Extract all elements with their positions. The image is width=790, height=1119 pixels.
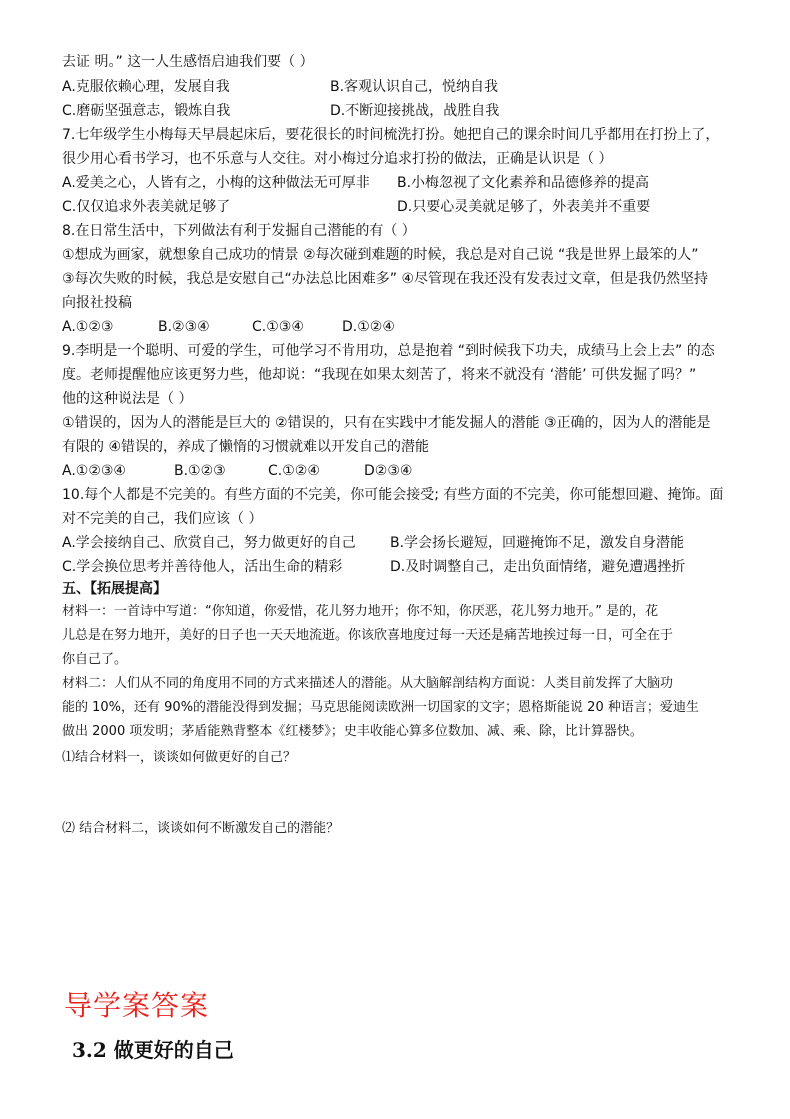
q8-stem-line2: ①想成为画家，就想象自己成功的情景 ②每次碰到难题的时候，我总是对自己说 “我是世界上最笨的人” [62,247,699,263]
material-one-line3: 你自己了。 [62,652,128,667]
q10-option-a: A.学会接纳自己、欣赏自己，努力做更好的自己 [62,535,356,551]
q9-stem-line1: 9.李明是一个聪明、可爱的学生，可他学习不肯用功，总是抱着 “到时候我下功夫，成绩马上会上去” 的态 [62,343,715,359]
q8-option-a: A.①②③ [62,319,114,335]
q7-option-c: C.仅仅追求外表美就足够了 [62,199,231,215]
q9-option-a: A.①②③④ [62,463,126,479]
material-two-line2: 能的 10%，还有 90%的潜能没得到发掘；马克思能阅读欧洲一切国家的文字；恩格斯能说 20 种语言；爱迪生 [62,700,699,715]
material-two-line1: 材料二：人们从不同的角度用不同的方式来描述人的潜能。从大脑解剖结构方面说：人类目前发挥了大脑功 [62,676,674,691]
q10-option-d: D.及时调整自己，走出负面情绪，避免遭遇挫折 [390,559,686,575]
q9-stem-line4: ①错误的，因为人的潜能是巨大的 ②错误的，只有在实践中才能发掘人的潜能 ③正确的，因为人的潜能是 [62,415,711,431]
question-one-prompt: ⑴结合材料一，谈谈如何做更好的自己？ [62,750,297,765]
q6-stem: 去证 明。” 这一人生感悟启迪我们要（ ） [62,54,314,70]
section-five-title: 五、【拓展提高】 [62,581,167,597]
q7-option-b: B.小梅忽视了文化素养和品德修养的提高 [397,175,650,191]
q8-stem-line4: 向报社投稿 [62,295,132,311]
q6-option-d: D.不断迎接挑战，战胜自我 [330,103,500,119]
q9-stem-line3: 他的这种说法是（ ） [62,391,193,407]
material-one-line2: 儿总是在努力地开，美好的日子也一天天地流逝。你该欣喜地度过每一天还是痛苦地挨过每一日，可全在于 [62,628,674,643]
q6-option-b: B.客观认识自己，悦纳自我 [330,79,499,95]
q9-stem-line5: 有限的 ④错误的，养成了懒惰的习惯就难以开发自己的潜能 [62,439,429,455]
q6-option-c: C.磨砺坚强意志，锻炼自我 [62,103,231,119]
q7-option-a: A.爱美之心，人皆有之，小梅的这种做法无可厚非 [62,175,370,191]
q7-stem-line1: 7.七年级学生小梅每天早晨起床后，要花很长的时间梳洗打扮。她把自己的课余时间几乎都用在打扮上了， [62,127,720,143]
q8-stem-line1: 8.在日常生活中，下列做法有利于发掘自己潜能的有（ ） [62,223,416,239]
q10-stem-line1: 10.每个人都是不完美的。有些方面的不完美，你可能会接受; 有些方面的不完美，你可能想回避、掩饰。面 [62,487,724,503]
q9-option-c: C.①②④ [268,463,320,479]
q9-option-b: B.①②③ [174,463,226,479]
question-two-prompt: ⑵ 结合材料二，谈谈如何不断激发自己的潜能？ [62,821,340,836]
material-one-line1: 材料一：一首诗中写道：“你知道，你爱惜，花儿努力地开；你不知，你厌恶，花儿努力地开。” 是的，花 [62,604,659,619]
q9-stem-line2: 度。老师提醒他应该更努力些，他却说：“我现在如果太刻苦了，将来不就没有 ‘潜能’ 可供发掘了吗？” [62,367,697,383]
q6-option-a: A.克服依赖心理，发展自我 [62,79,230,95]
answers-lesson-title: 3.2 做更好的自己 [72,1038,234,1062]
q9-option-d: D②③④ [364,463,413,479]
q10-stem-line2: 对不完美的自己，我们应该（ ） [62,511,263,527]
q8-option-b: B.②③④ [158,319,210,335]
q7-stem-line2: 很少用心看书学习，也不乐意与人交往。对小梅过分追求打扮的做法，正确是认识是（ ） [62,151,613,167]
q10-option-b: B.学会扬长避短，回避掩饰不足，激发自身潜能 [390,535,685,551]
material-two-line3: 做出 2000 项发明；茅盾能熟背整本《红楼梦》；史丰收能心算多位数加、减、乘、除，比计算器快。 [62,724,643,739]
q8-option-d: D.①②④ [342,319,395,335]
q10-option-c: C.学会换位思考并善待他人，活出生命的精彩 [62,559,343,575]
q7-option-d: D.只要心灵美就足够了，外表美并不重要 [397,199,651,215]
answers-heading: 导学案答案 [64,989,210,1022]
q8-option-c: C.①③④ [252,319,304,335]
q8-stem-line3: ③每次失败的时候，我总是安慰自己“办法总比困难多” ④尽管现在我还没有发表过文章，但是我仍然坚持 [62,271,709,287]
